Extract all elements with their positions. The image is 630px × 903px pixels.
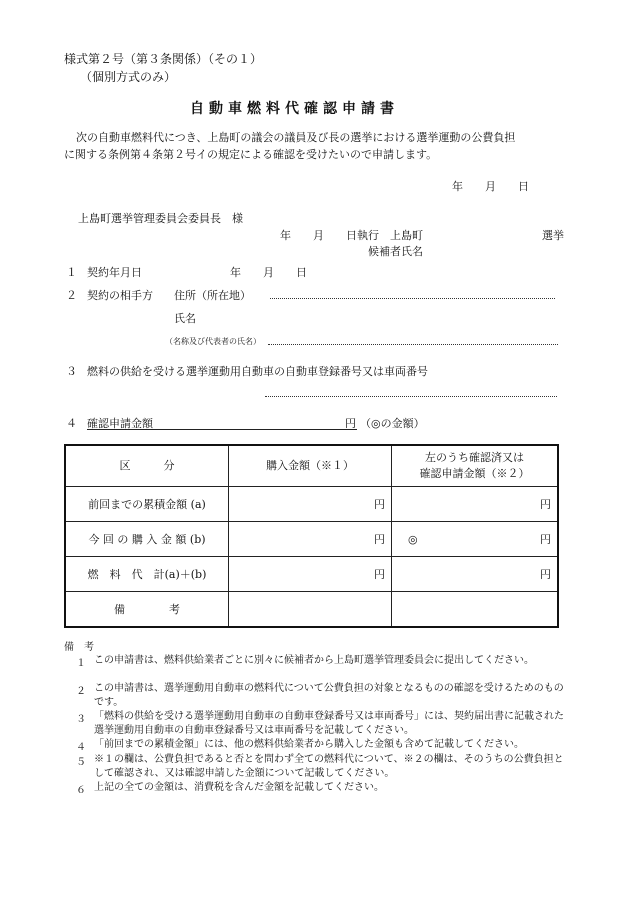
addressee: 上島町選挙管理委員会委員長 様 — [78, 212, 243, 225]
note-4: 「前回までの累積金額」には、他の燃料供給業者から購入した金額も含めて記載してください。 — [94, 739, 524, 750]
requested-amount-note: （◎の金額） — [360, 417, 425, 430]
unit-yen: 円 — [540, 568, 551, 581]
intro-line-2: に関する条例第４条第２号イの規定による確認を受けたいので申請します。 — [64, 148, 438, 161]
item4-number: ４ — [66, 417, 77, 430]
intro-line-1: 次の自動車燃料代につき、上島町の議会の議員及び長の選挙における選挙運動の公費負担 — [76, 131, 516, 144]
address-field[interactable] — [270, 298, 555, 299]
table-row — [65, 557, 558, 592]
item2-number: ２ — [66, 289, 77, 302]
remarks-cell-1[interactable] — [229, 592, 392, 628]
notes-heading: 備 考 — [64, 642, 94, 653]
application-date[interactable]: 年 月 日 — [452, 180, 529, 193]
note-2: この申請書は、選挙運動用自動車の燃料代について公費負担の対象となるものの確認を受けるためのものです。 — [94, 683, 564, 708]
remarks-cell-2[interactable] — [392, 592, 559, 628]
document-title: 自動車燃料代確認申請書 — [190, 101, 399, 117]
note-1-number: １ — [76, 658, 86, 669]
requested-amount-field[interactable] — [87, 429, 357, 430]
note-6: 上記の全ての金額は、消費税を含んだ金額を記載してください。 — [94, 782, 384, 793]
requested-amount-unit: 円 — [345, 417, 356, 430]
header-confirmed-line-2: 確認申請金額（※２） — [419, 467, 530, 480]
note-3: 「燃料の供給を受ける選挙運動用自動車の自動車登録番号又は車両番号」には、契約届出書に記載された選挙運動用自動車の自動車登録番号又は車両番号を記載してください。 — [94, 711, 564, 736]
double-circle-mark: ◎ — [408, 532, 418, 546]
unit-yen: 円 — [540, 498, 551, 511]
item1-number: １ — [66, 266, 77, 279]
note-6-number: ６ — [76, 785, 86, 796]
vehicle-number-field[interactable] — [265, 396, 557, 397]
note-2-number: ２ — [76, 686, 86, 697]
note-5-number: ５ — [76, 757, 86, 768]
name-note: （名称及び代表者の氏名） — [165, 337, 261, 346]
unit-yen: 円 — [374, 498, 385, 511]
total-purchase-cell[interactable] — [229, 557, 392, 592]
unit-yen: 円 — [374, 533, 385, 546]
current-purchase-cell[interactable] — [229, 522, 392, 557]
table-row — [65, 487, 558, 522]
address-label: 住所（所在地） — [174, 289, 251, 302]
header-category: 区 分 — [65, 445, 229, 487]
header-confirmed-amount — [392, 445, 559, 487]
name-label: 氏名 — [174, 312, 196, 325]
note-1: この申請書は、燃料供給業者ごとに別々に候補者から上島町選挙管理委員会に提出してください。 — [94, 655, 534, 666]
unit-yen: 円 — [540, 533, 551, 546]
fuel-cost-table — [64, 444, 559, 628]
item2-label: 契約の相手方 — [87, 289, 153, 302]
method-note: （個別方式のみ） — [80, 70, 177, 84]
form-number: 様式第２号（第３条関係）（その１） — [64, 52, 263, 66]
item3-number: ３ — [66, 365, 77, 378]
contract-date[interactable]: 年 月 日 — [230, 266, 307, 279]
candidate-label: 候補者氏名 — [368, 245, 423, 258]
unit-yen: 円 — [374, 568, 385, 581]
item1-label: 契約年月日 — [87, 266, 142, 279]
note-5: ※１の欄は、公費負担であると否とを問わず全ての燃料代について、※２の欄は、そのうちの公費負担として確認され、又は確認申請した金額について記載してください。 — [94, 754, 564, 779]
row-label-total: 燃 料 代 計(a)＋(b) — [65, 557, 229, 592]
row-label-cumulative: 前回までの累積金額 (a) — [65, 487, 229, 522]
cumulative-confirmed-cell[interactable] — [392, 487, 559, 522]
cumulative-purchase-cell[interactable] — [229, 487, 392, 522]
header-purchase-amount: 購入金額（※１） — [229, 445, 392, 487]
note-4-number: ４ — [76, 742, 86, 753]
note-3-number: ３ — [76, 714, 86, 725]
row-label-current: 今 回 の 購 入 金 額 (b) — [65, 522, 229, 557]
election-name: 選挙 — [542, 229, 564, 242]
table-row — [65, 592, 558, 628]
total-confirmed-cell[interactable] — [392, 557, 559, 592]
current-confirmed-cell[interactable] — [392, 522, 559, 557]
table-row — [65, 522, 558, 557]
row-label-remarks: 備 考 — [65, 592, 229, 628]
item4-label: 確認申請金額 — [87, 417, 153, 430]
item3-label: 燃料の供給を受ける選挙運動用自動車の自動車登録番号又は車両番号 — [87, 365, 428, 378]
election-date[interactable]: 年 月 日執行 上島町 — [280, 229, 423, 242]
header-confirmed-line-1: 左のうち確認済又は — [425, 451, 524, 464]
name-field[interactable] — [268, 344, 558, 345]
